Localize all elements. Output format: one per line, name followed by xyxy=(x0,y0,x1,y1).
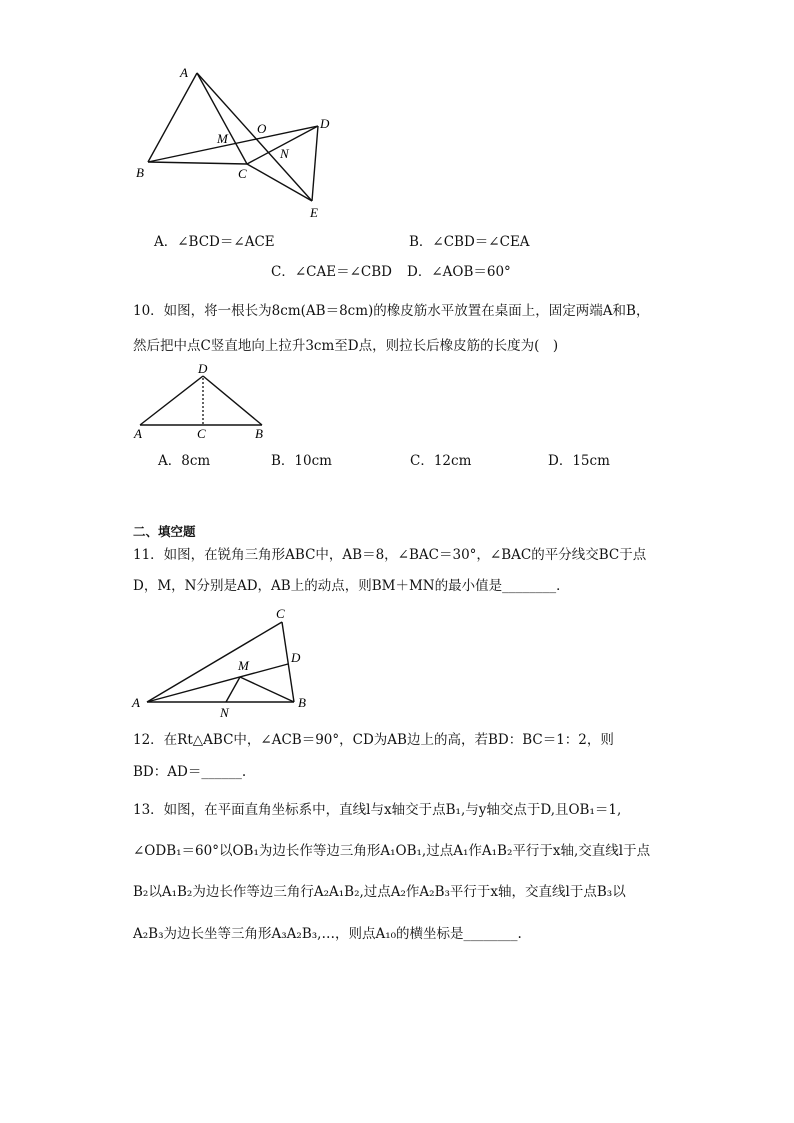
q12-text-line2: BD：AD＝______. xyxy=(133,764,247,780)
fig11-label-d: D xyxy=(291,650,301,665)
fig10-label-b: B xyxy=(255,426,263,441)
section-title: 二、填空题 xyxy=(133,524,196,539)
q10-text-line1: 10．如图，将一根长为8cm(AB＝8cm)的橡皮筋水平放置在桌面上，固定两端A和B， xyxy=(133,303,650,319)
fig10-label-a: A xyxy=(134,426,142,441)
fig11-label-c: C xyxy=(276,606,285,621)
q13-text-line4: A₂B₃为边长坐等三角形A₃A₂B₃,…，则点A₁₀的横坐标是________. xyxy=(133,926,522,942)
q13-text-line2: ∠ODB₁＝60°以OB₁为边长作等边三角形A₁OB₁,过点A₁作A₁B₂平行于x轴,交直线l于点 xyxy=(133,843,651,859)
fig9-label-a: A xyxy=(180,65,188,80)
segment-ac xyxy=(147,622,282,702)
segment-ad xyxy=(147,664,288,702)
q11-text-line1: 11．如图，在锐角三角形ABC中，AB＝8，∠BAC＝30°，∠BAC的平分线交BC于点 xyxy=(133,547,647,563)
q13-text-line1: 13．如图，在平面直角坐标系中，直线l与x轴交于点B₁,与y轴交点于D,且OB₁＝1, xyxy=(133,802,622,818)
fig10-label-c: C xyxy=(197,426,206,441)
fig9-label-d: D xyxy=(320,116,330,131)
fig9-label-b: B xyxy=(136,165,144,180)
q9-option-a: A．∠BCD＝∠ACE xyxy=(154,234,275,250)
q12-text-line1: 12．在Rt△ABC中，∠ACB＝90°，CD为AB边上的高，若BD：BC＝1：2，则 xyxy=(133,732,614,748)
fig9-label-o: O xyxy=(257,121,267,136)
q11-text-line2: D，M，N分别是AD，AB上的动点，则BM＋MN的最小值是________． xyxy=(133,578,570,594)
q10-text-line2: 然后把中点C竖直地向上拉升3cm至D点，则拉长后橡皮筋的长度为( ) xyxy=(133,338,559,354)
fig9-label-n: N xyxy=(280,146,289,161)
q9-option-b: B．∠CBD＝∠CEA xyxy=(409,234,530,250)
fig11-label-b: B xyxy=(298,695,306,710)
fig9-label-c: C xyxy=(238,166,247,181)
fig9-label-m: M xyxy=(217,131,228,146)
q9-option-c: C．∠CAE＝∠CBD xyxy=(271,264,392,280)
q10-option-a: A．8cm xyxy=(158,453,211,469)
fig11-label-a: A xyxy=(132,695,140,710)
q10-option-b: B．10cm xyxy=(271,453,332,469)
fig11-label-n: N xyxy=(220,705,229,720)
q13-text-line3: B₂以A₁B₂为边长作等边三角行A₂A₁B₂,过点A₂作A₂B₃平行于x轴，交直线l于点B₃以 xyxy=(133,884,626,900)
segment-mb xyxy=(240,677,294,702)
fig9-label-e: E xyxy=(310,205,318,220)
fig11-label-m: M xyxy=(238,658,249,673)
fig10-label-d: D xyxy=(198,361,208,376)
q10-option-c: C．12cm xyxy=(410,453,472,469)
q9-option-d: D．∠AOB＝60° xyxy=(407,264,511,280)
q10-option-d: D．15cm xyxy=(548,453,610,469)
